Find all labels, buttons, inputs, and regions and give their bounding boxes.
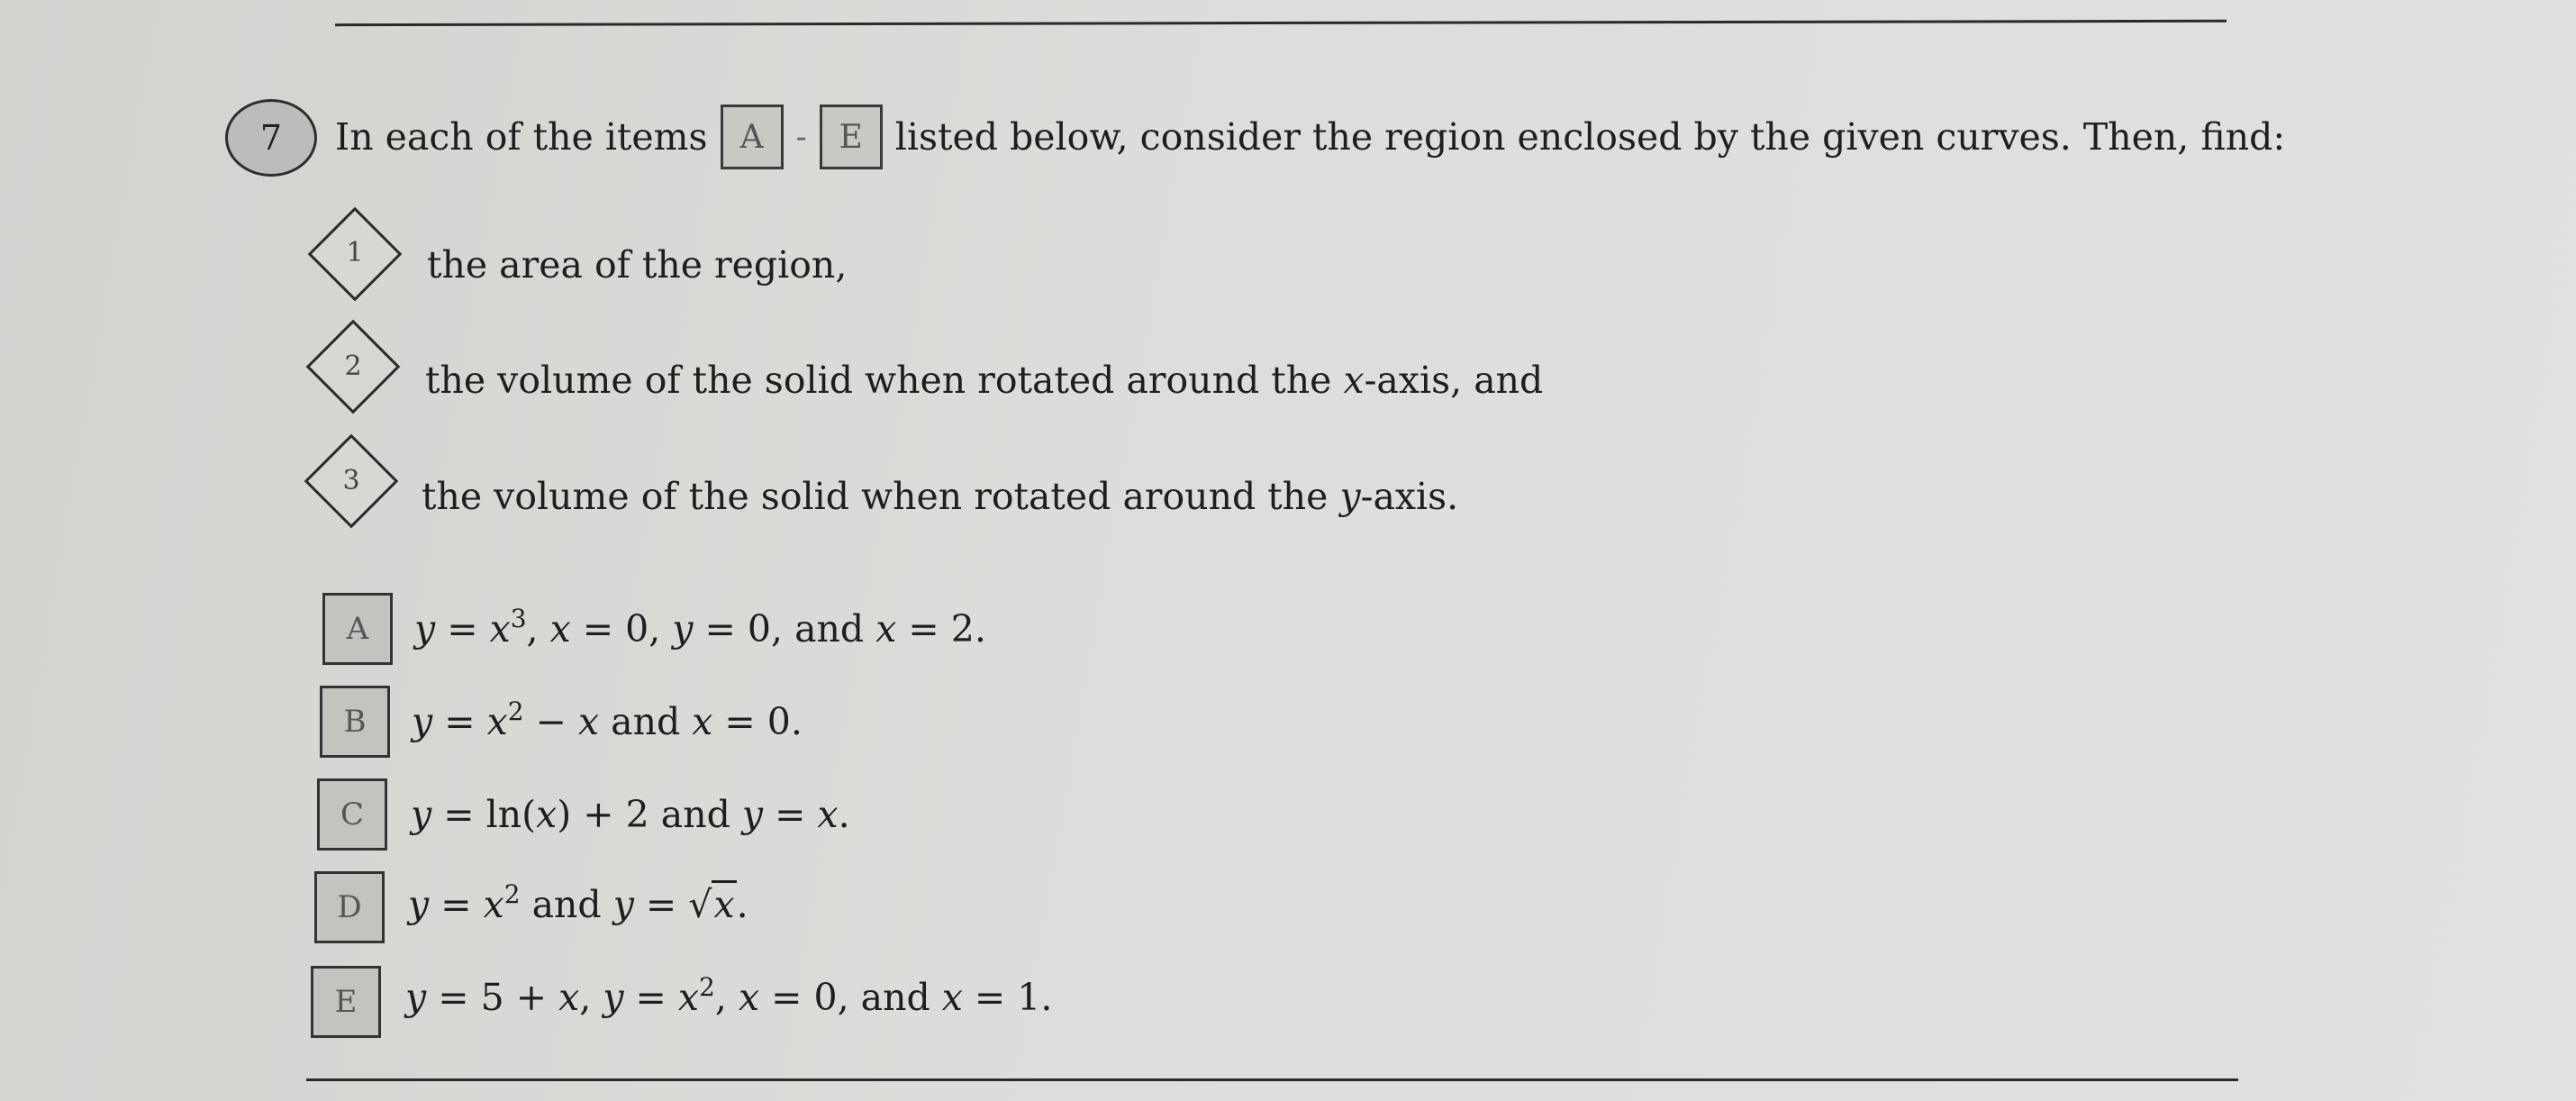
range-end-label: E	[839, 118, 863, 156]
task-2-text	[425, 359, 1543, 402]
item-b-box	[320, 686, 390, 758]
task-3-variable: y	[1339, 475, 1361, 518]
item-e-label: E	[334, 984, 358, 1020]
intro-text-end: listed below, consider the region enclosed by the given curves. Then, find:	[894, 115, 2286, 159]
problem-intro	[335, 105, 2285, 169]
item-c-box	[317, 778, 387, 851]
task-2-text-end: -axis, and	[1364, 359, 1544, 402]
intro-text-start: In each of the items	[335, 115, 708, 159]
item-d-box	[314, 871, 385, 943]
item-d-label: D	[337, 889, 362, 925]
range-separator: -	[795, 118, 807, 156]
task-1-number: 1	[346, 237, 364, 268]
task-2-variable: x	[1343, 359, 1365, 402]
item-a-label: A	[346, 611, 369, 647]
task-3-text-end: -axis.	[1360, 475, 1459, 518]
range-start-label: A	[739, 118, 764, 156]
task-1-text: the area of the region,	[427, 243, 848, 287]
item-b-equation: $y = x^2 - x$ and x = 0.	[412, 696, 803, 743]
top-rule	[335, 20, 2227, 26]
item-a-box	[322, 593, 393, 665]
range-end-box	[820, 105, 883, 169]
item-d-equation: $y = x^2$ and y = √x.	[408, 879, 748, 926]
task-3-text	[422, 475, 1458, 518]
task-3-text-start: the volume of the solid when rotated around the	[422, 475, 1340, 518]
item-e-equation: y = 5 + x, $y = x^2$, x = 0, and x = 1.	[405, 972, 1053, 1019]
bottom-rule	[306, 1078, 2238, 1081]
item-e-box	[311, 966, 381, 1038]
task-3-number: 3	[342, 465, 360, 496]
item-c-equation: y = ln(x) + 2 and y = x.	[411, 793, 850, 836]
problem-number: 7	[259, 118, 283, 158]
item-c-label: C	[340, 796, 364, 833]
range-start-box	[721, 105, 784, 169]
item-b-label: B	[343, 704, 367, 740]
problem-number-badge	[225, 99, 317, 177]
item-a-equation: $y = x^3$, x = 0, y = 0, and x = 2.	[414, 604, 986, 651]
task-2-text-start: the volume of the solid when rotated around the	[425, 359, 1344, 402]
task-2-number: 2	[344, 350, 362, 382]
